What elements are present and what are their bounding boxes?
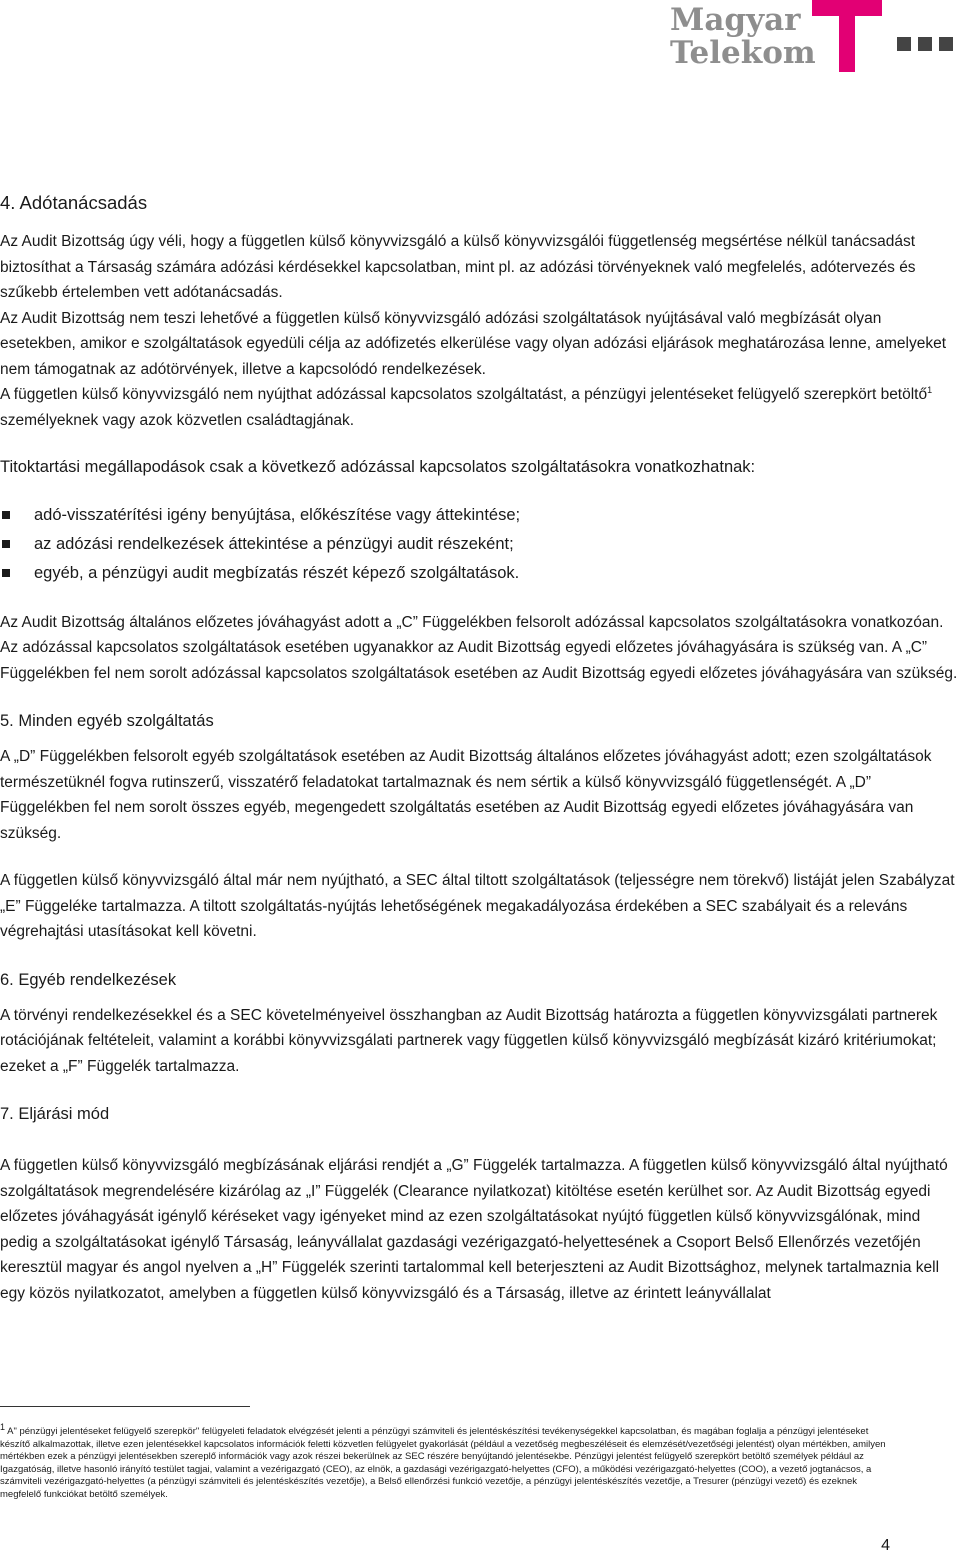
logo-line-1: Magyar (670, 2, 801, 38)
document-body (0, 190, 958, 1306)
logo-wordmark (670, 4, 816, 70)
list-item: az adózási rendelkezések áttekintése a pénzügyi audit részeként; (0, 530, 958, 559)
section-4-paragraph-4: Titoktartási megállapodások csak a következő adózással kapcsolatos szolgáltatásokra vonatkozhatnak: (0, 458, 756, 476)
section-6-paragraph-1: A törvényi rendelkezésekkel és a SEC követelményeivel összhangban az Audit Bizottság határozta a független könyvvizsgálati partnerek rotációjának feltételeit, valamint a korábbi könyvvizsgálati partnerek vagy független külső könyvvizsgáló megbízását kizáró kritériumokat; ezeket a „F” Függelék tartalmazza. (0, 1006, 938, 1075)
footnote-marker: 1 (0, 1421, 6, 1432)
footnote-text: A" pénzügyi jelentéseket felügyelő szerepkör" felügyeleti feladatok elvégzését jelenti a pénzügyi számviteli és jelentéskészítési tevékenységekkel kapcsolatban, és magában foglalja a pénzügyi jelentéseket készítő alkalmazottak, illetve ezen jelentésekkel kapcsolatos információk feletti közvetlen felügyelet gyakorlását (például a vezetőség megbeszéléseit és elemzését/vezetőségi jelentést) olyan mértékben, amilyen mértékben ezek a pénzügyi jelentésekben szereplő információk vagy azok részei bekerülnek az SEC részére benyújtandó jelentésekbe. Pénzügyi jelentést felügyelő szerepkört betöltő személyek például az Igazgatóság, illetve hasonló irányító testület tagjai, valamint a vezérigazgató (CEO), az elnök, a gazdasági vezérigazgató-helyettes (CFO), a működési vezérigazgató-helyettes (COO), a vezető jogtanácsos, a számviteli vezérigazgató-helyettes (a pénzügyi számviteli és jelentéskészítés vezetője), a Belső ellenőrzési funkció vezetője, a pénzügyi jelentéskészítés vezetője, a Tresurer (pénzügyi vezető) és ezeknek megfelelő funkciókat betöltő személyek. (0, 1426, 886, 1500)
section-5-paragraph-2: A független külső könyvvizsgáló által már nem nyújtható, a SEC által tiltott szolgáltatások (teljességre nem törekvő) listáját jelen Szabályzat „E” Függeléke tartalmazza. A tiltott szolgáltatás-nyújtás lehetőségének megakadályozása érdekében a SEC szabályait és a releváns végrehajtási utasításokat kell követni. (0, 872, 955, 940)
section-4-paragraph-3-end: személyeknek vagy azok közvetlen családtagjának. (0, 411, 355, 429)
section-7-title: 7. Eljárási mód (0, 1105, 110, 1123)
list-item: adó-visszatérítési igény benyújtása, előkészítése vagy áttekintése; (0, 501, 958, 530)
section-5-title: 5. Minden egyéb szolgáltatás (0, 712, 214, 730)
section-4-paragraph-3-text: A független külső könyvvizsgáló nem nyújthat adózással kapcsolatos szolgáltatást, a pénzügyi jelentéseket felügyelő szerepkört betöltő (0, 386, 928, 403)
telekom-t-icon (812, 0, 882, 72)
section-4-paragraph-2: Az Audit Bizottság nem teszi lehetővé a független külső könyvvizsgáló adózási szolgáltatások nyújtásával való megbízását olyan esetekben, amikor e szolgáltatások egyedüli célja az adófizetés elkerülése vagy olyan adózási eljárások meghatározása lenne, amelyeket nem támogatnak az adótörvények, illetve a kapcsolódó rendelkezések. (0, 309, 947, 378)
section-5-paragraph-1: A „D” Függelékben felsorolt egyéb szolgáltatások esetében az Audit Bizottság általános előzetes jóváhagyást adott; ezen szolgáltatások természetüknél fogva rutinszerű, visszatérő feladatokat tartalmaznak és nem sértik a külső könyvvizsgáló függetlenségét. A „D” Függelékben fel nem sorolt összes egyéb, megengedett szolgáltatás esetében az Audit Bizottság egyedi előzetes jóváhagyására van szükség. (0, 748, 932, 842)
page-number: 4 (881, 1537, 890, 1554)
magyar-telekom-logo (660, 0, 960, 80)
footnote-reference: 1 (927, 384, 933, 395)
section-6-title: 6. Egyéb rendelkezések (0, 970, 177, 989)
footnote-divider (0, 1406, 250, 1407)
logo-dots-icon (897, 37, 960, 56)
list-item: egyéb, a pénzügyi audit megbízatás részét képező szolgáltatások. (0, 559, 958, 588)
section-4-paragraph-5: Az Audit Bizottság általános előzetes jóváhagyást adott a „C” Függelékben felsorolt adózással kapcsolatos szolgáltatásokra vonatkozóan. Az adózással kapcsolatos szolgáltatások esetében ugyanakkor az Audit Bizottság egyedi előzetes jóváhagyására is szükség van. A „C” Függelékben fel nem sorolt adózással kapcsolatos szolgáltatások esetében az Audit Bizottság egyedi előzetes jóváhagyására van szükség. (0, 613, 958, 682)
logo-line-2: Telekom (670, 35, 816, 71)
footnote (0, 1421, 900, 1501)
section-4-paragraph-1: Az Audit Bizottság úgy véli, hogy a független külső könyvvizsgáló a külső könyvvizsgálói függetlenség megsértése nélkül tanácsadást biztosíthat a Társaság számára adózási kérdésekkel kapcsolatban, mint pl. az adózási törvényeknek való megfelelés, adótervezés és szűkebb értelemben vett adótanácsadás. (0, 233, 916, 301)
section-7-paragraph-1: A független külső könyvvizsgáló megbízásának eljárási rendjét a „G” Függelék tartalmazza. A független külső könyvvizsgáló által nyújtható szolgáltatások megrendelésére kizárólag az „I” Függelék (Clearance nyilatkozat) kitöltése esetén kerülhet sor. Az Audit Bizottság egyedi előzetes jóváhagyását igénylő kéréseket vagy igényeket mind az ezen szolgáltatásokat nyújtó független külső könyvvizsgálónak, mind pedig a szolgáltatásokat igénylő Társaság, leányvállalat gazdasági vezérigazgató-helyettesének a Csoport Belső Ellenőrzés vezetőjén keresztül magyar és angol nyelven a „H” Függelék szerinti tartalommal kell beterjeszteni az Audit Bizottsághoz, melynek tartalmaznia kell egy közös nyilatkozatot, amelyben a független külső könyvvizsgáló és a Társaság, illetve az érintett leányvállalat (0, 1157, 948, 1302)
section-4-title: 4. Adótanácsadás (0, 192, 148, 213)
section-4-paragraph-3 (0, 382, 958, 433)
bullet-list (0, 501, 958, 588)
